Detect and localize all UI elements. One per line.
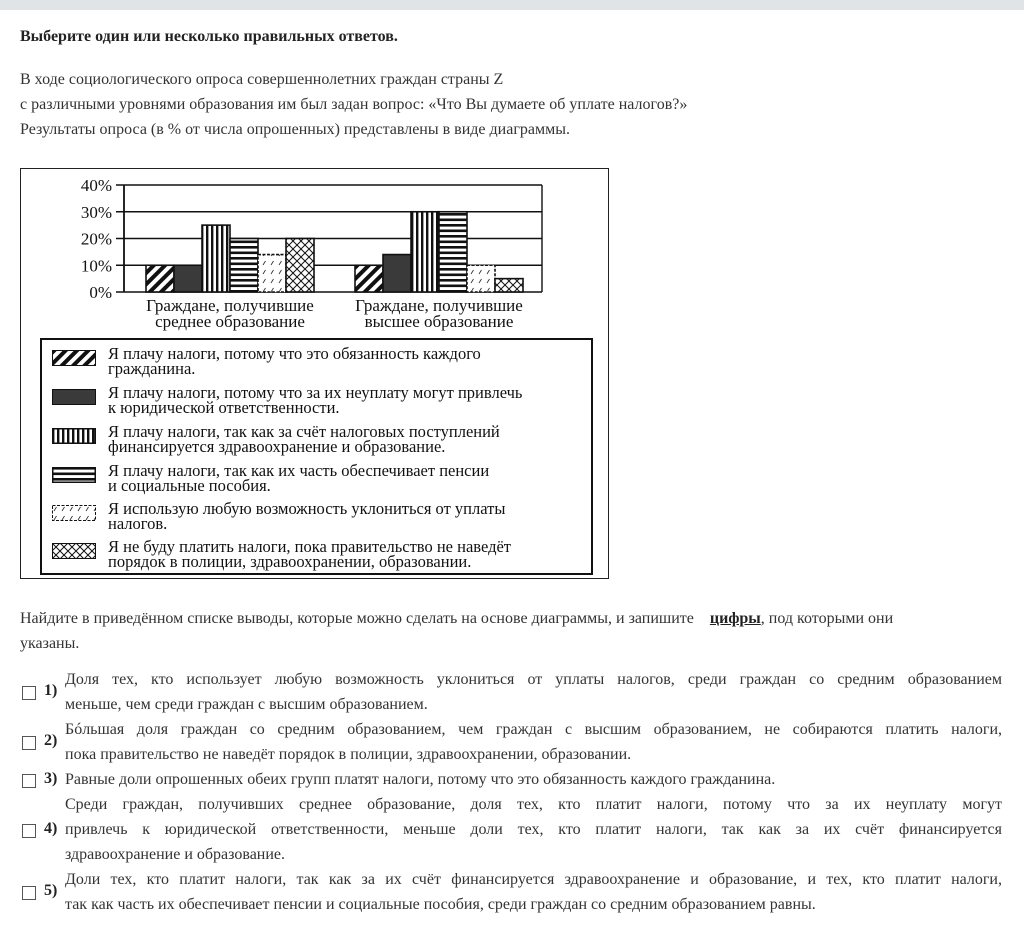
bar-vertical-stripes	[202, 225, 230, 292]
chart-legend	[40, 338, 593, 575]
option-checkbox[interactable]	[22, 886, 36, 900]
option-text	[65, 867, 1002, 917]
answer-option[interactable]	[20, 767, 1010, 792]
y-tick-label: 30%	[80, 202, 112, 222]
option-text-line: здравоохранение и образование.	[65, 846, 286, 863]
option-text-line: Доля тех, кто использует любую возможность уклониться от уплаты налогов, среди граждан со средним образованием	[65, 671, 1002, 688]
option-text-line: так как часть их обеспечивает пенсии и социальные пособия, среди граждан со средним образованием равны.	[65, 896, 816, 913]
legend-label: к юридической ответственности.	[108, 398, 340, 417]
y-tick-label: 0%	[89, 283, 112, 302]
bar-horizontal-stripes	[439, 212, 467, 292]
legend-label: порядок в полиции, здравоохранении, образовании.	[108, 552, 472, 571]
option-number: 2)	[44, 732, 58, 749]
legend-label: Я плачу налоги, так как их часть обеспечивает пенсии	[108, 461, 490, 480]
legend-label: Я плачу налоги, потому что это обязанность каждого	[108, 344, 481, 363]
chart-figure	[20, 168, 609, 579]
bar-solid-dark	[383, 255, 411, 292]
x-category-label: среднее образование	[155, 312, 305, 331]
answer-option[interactable]	[20, 717, 1010, 767]
option-number: 1)	[44, 682, 58, 699]
answer-option[interactable]	[20, 792, 1010, 867]
diagonal-pattern-swatch-icon	[52, 350, 96, 366]
answer-option[interactable]	[20, 867, 1010, 917]
task-line: указаны.	[20, 635, 80, 652]
legend-label: Я не буду платить налоги, пока правительство не наведёт	[108, 537, 512, 556]
bar-crosshatch	[495, 279, 523, 292]
legend-label: Я использую любую возможность уклониться от уплаты	[108, 499, 506, 518]
task-line	[20, 606, 1010, 631]
option-checkbox[interactable]	[22, 736, 36, 750]
option-checkbox[interactable]	[22, 774, 36, 788]
intro-line: В ходе социологического опроса совершеннолетних граждан страны Z	[20, 71, 504, 88]
y-tick-label: 40%	[80, 176, 112, 195]
dashed-pattern-swatch-icon	[52, 505, 96, 521]
option-text-line: Доли тех, кто платит налоги, так как за их счёт финансируется здравоохранение и образование, и тех, кто платит налоги,	[65, 871, 1002, 888]
task-prompt	[20, 606, 1010, 656]
y-tick-label: 20%	[80, 229, 112, 249]
option-text	[65, 792, 1002, 867]
legend-label: Я плачу налоги, потому что за их неуплату могут привлечь	[108, 383, 523, 402]
option-text-line: привлечь к юридической ответственности, меньше доли тех, кто платит налоги, так как за их счёт финансируется	[65, 821, 1002, 838]
legend-label: Я плачу налоги, так как за счёт налоговых поступлений	[108, 422, 500, 441]
y-tick-label: 10%	[80, 256, 112, 276]
option-text-line: Среди граждан, получивших среднее образование, доля тех, кто платит налоги, потому что за их неуплату могут	[65, 796, 1002, 813]
bar-solid-dark	[174, 265, 202, 292]
bar-dashed-dots	[258, 255, 286, 292]
option-text	[65, 717, 1002, 767]
option-text-line: меньше, чем среди граждан с высшим образованием.	[65, 696, 428, 713]
legend-label: гражданина.	[108, 359, 196, 378]
option-number: 5)	[44, 882, 58, 899]
question-intro	[20, 67, 687, 142]
option-checkbox[interactable]	[22, 824, 36, 838]
option-checkbox[interactable]	[22, 686, 36, 700]
horizontal-stripes-swatch-icon	[52, 467, 96, 483]
task-text-after: , под которыми они	[760, 610, 894, 627]
legend-label: и социальные пособия.	[108, 476, 271, 495]
option-text-line: Бóльшая доля граждан со средним образованием, чем граждан с высшим образованием, не собираются платить налоги,	[65, 721, 1002, 738]
option-text-line: Равные доли опрошенных обеих групп платят налоги, потому что это обязанность каждого гражданина.	[65, 771, 776, 788]
option-text-line: пока правительство не наведёт порядок в полиции, здравоохранении, образовании.	[65, 746, 632, 763]
x-category-label: Граждане, получившие	[146, 296, 314, 315]
answer-option[interactable]	[20, 667, 1010, 717]
solid-dark-swatch-icon	[52, 389, 96, 405]
option-number: 3)	[44, 769, 58, 787]
bar-diagonal	[355, 265, 383, 292]
option-text	[65, 667, 1002, 717]
option-number: 4)	[44, 819, 58, 837]
option-text	[65, 767, 1002, 792]
x-category-label: высшее образование	[364, 312, 514, 331]
bar-crosshatch	[286, 239, 314, 293]
legend-label: налогов.	[108, 514, 168, 533]
vertical-stripes-swatch-icon	[52, 428, 96, 444]
bar-diagonal	[146, 265, 174, 292]
top-bar	[0, 0, 1024, 10]
task-keyword: цифры	[709, 610, 761, 627]
crosshatch-swatch-icon	[52, 543, 96, 559]
task-text: Найдите в приведённом списке выводы, которые можно сделать на основе диаграммы, и запишите	[20, 610, 694, 627]
bar-horizontal-stripes	[230, 239, 258, 293]
bar-dashed-dots	[467, 265, 495, 292]
bar-vertical-stripes	[411, 212, 439, 292]
intro-line: Результаты опроса (в % от числа опрошенных) представлены в виде диаграммы.	[20, 121, 570, 138]
x-category-label: Граждане, получившие	[355, 296, 523, 315]
legend-label: финансируется здравоохранение и образование.	[108, 437, 446, 456]
instruction-heading: Выберите один или несколько правильных ответов.	[20, 28, 398, 45]
intro-line: с различными уровнями образования им был задан вопрос: «Что Вы думаете об уплате налогов?»	[20, 96, 688, 113]
